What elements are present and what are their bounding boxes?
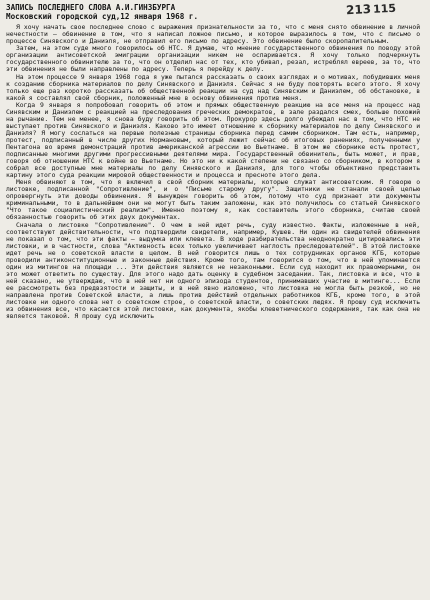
paragraph: Меня обвиняют в том, что я включил в свой сборник материалы, которые служат антисоветским. Я говорю о листовке, подписанной "Сопротивление", и о "Письме старому другу". Защитники не станали своей целью опровергнуть эти доводы обвинения. Я вынужден говорить об этом, потому что суд признает эти документы криминальными, то в дальнейшем они не могут быть таким заложены, как это получилось со статьей Синявского "Что такое социалистический реализм". Именно поэтому я, как составитель этого сборника, считаю своей обязанностью говорить об этих двух документах. <box>6 178 420 222</box>
paragraph: Сначала о листовке "Сопротивление". О чем в ней идет речь, суду известно. Факты, изложенные в ней, соответствуют действительности, что подтвердили свидетели, например, Кушев. Ни один из свидетелей обвинения не показал о том, что эти факты — выдумка или клевета. В ходе разбирательства неоднократно цитировались эти листовки, и в частности, слова "Активность всех только увеличивает наглость преследователей". В этой листовке идет речь не о советской власти в целом. В ней говорится лишь о тех сотрудниках органов КГБ, которые проводили антиконституционные и законные действия. Кроме того, там говорится о том, что в ней упоминается один из митингов на площади ... Эти действия являются не незаконными. Если суд находит их правомерными, он это может ответить по существу. Для этого надо дать оценку в судебном заседании. Так, листовка и все, что в ней сказано, не утверждаю, что в ней нет ни одного эпизода студентов, принимавших участие в митинге... Если ее рассмотреть без предвзятости и защиты, и в ней явно изложено, что листовка не могла быть резкой, но не направлена против Советской власти, а лишь против действий отдельных работников КГБ, кроме того, в этой листовке ни одного слова нет о советском строе, о советской власти, о советских людях. Я прошу суд исключить из обвинения все, что касается этой листовки, как документа, якобы клеветнического содержания, так как она не является таковой. Я прошу суд исключить <box>6 220 420 321</box>
document-subtitle: Московский городской суд,12 января 1968 г. <box>6 12 199 21</box>
archive-number: 213 <box>345 2 372 18</box>
archive-number-mark <box>346 1 397 18</box>
document-body <box>6 24 420 320</box>
document-title: ЗАПИСЬ ПОСЛЕДНЕГО СЛОВА А.И.ГИНЗБУРГА <box>6 4 176 12</box>
archive-number-suffix: 115 <box>372 1 397 16</box>
paragraph: На этом процессе 9 января 1968 года я уже пытался рассказать о своих взглядах и о мотивах, побудивших меня к созданию сборника материалов по делу Синявского и Даниэля. Сейчас я не буду повторять всего этого. Я хочу только еще раз коротко рассказать об общественной реакции на суд над Синявским и Даниэлем, об обстановке, в какой я составлял свой сборник, положенный мне в основу обвинения против меня. <box>6 72 420 102</box>
paragraph: Я хочу начать свое последнее слово с выражения признательности за то, что с меня снято обвинение в личной нечестности — обвинение в том, что я написал ложное письмо, и которое выразилось в том, что с письмо о процессе Синявского и Даниэля, не отправил его письмо по адресу. Это обвинение было скоропалительным. <box>6 23 420 46</box>
paragraph: Затем, на этом суде много говорилось об НТС. Я думаю, что мнение государственного обвинения по поводу этой организации антисоветской эмиграции организации никем не оспаривается. Я хочу только подчеркнуть государственного обвинителю за то, что он отделил нас от тех, кто убивал, резал, истреблял евреев, за то, что эти обвинения не были направлены по адресу. Теперь я перейду к делу. <box>6 44 420 74</box>
paragraph: Когда 9 января я попробовал говорить об этом и прямых общественную реакцию на все меня на процесс над Синявским и Даниэлем с реакцией на преследования греческих демократов, в зале раздался смех, больше похожий на рычание. Тем не менее, я снова буду говорить об этом. Прокурор здесь долго убеждал нас в том, что НТС не выступает против Синявского и Даниэля. Каково это имеет отношение к сборнику материалов по делу Синявского и Даниэля? Я могу сослаться на первые полезные страницы сборника перед самим сборником. Там есть, например, протест, подписанный в числе других Нормановым, который лежит сейчас об итоговых ранениях, полученными у Пентагона во время демонстраций против американской агрессии во Вьетнаме. В этом же сборнике есть протест, подписанные многими другими прогрессивными деятелями мира. Государственный обвинитель, быть может, и прав, говоря об отношении НТС к войне во Вьетнаме. Но это ни к какой степени не связано со сборником, в котором я собрал все доступные мне материалы по делу Синявского и Даниэля, для того чтобы объективно представить картину этого суда реакции мировой общественности и процесса и пресноте этого дела. <box>6 100 420 180</box>
